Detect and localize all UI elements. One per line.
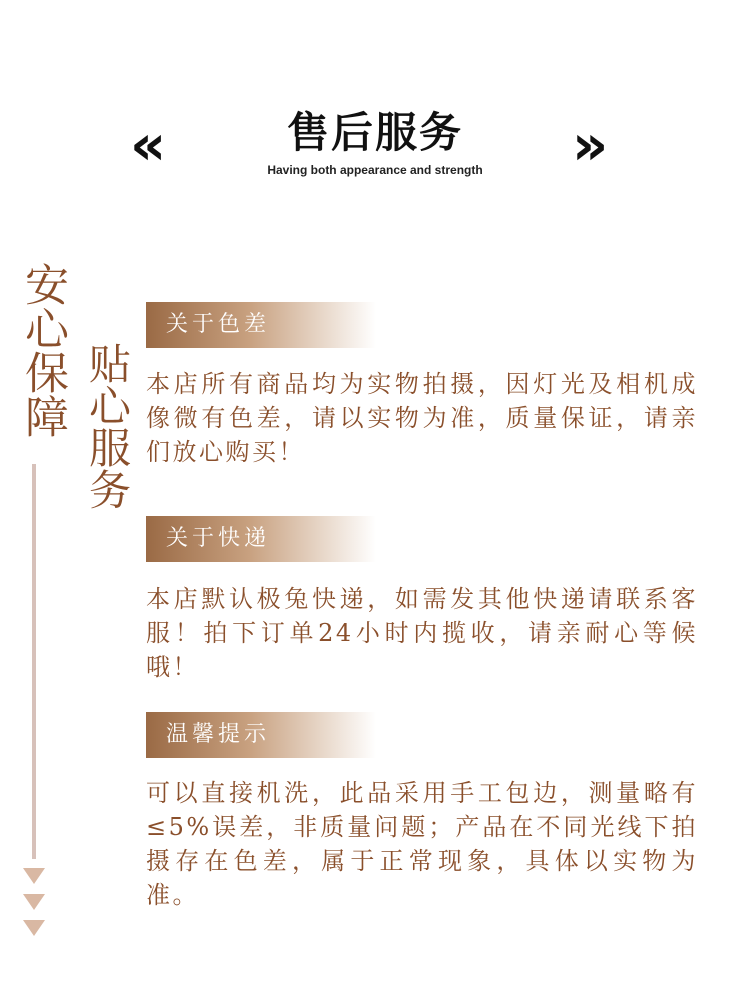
section-body-shipping: 本店默认极兔快递，如需发其他快递请联系客服！拍下订单24小时内揽收，请亲耐心等候哦！ [146,585,698,681]
chevron-left-icon: « [130,113,167,178]
section-heading-shipping: 关于快递 [146,516,376,562]
page-subtitle: Having both appearance and strength [267,163,483,177]
page-title: 售后服务 [286,108,463,157]
section-body-tips: 可以直接机洗，此品采用手工包边，测量略有≤5%误差，非质量问题；产品在不同光线下拍摄存在色差，属于正常现象，具体以实物为准。 [146,779,698,909]
section-heading-color-difference: 关于色差 [146,302,376,348]
down-triangle-icon [23,868,45,884]
down-triangle-icon [23,894,45,910]
section-heading-tips: 温馨提示 [146,712,376,758]
section-body-color-difference: 本店所有商品均为实物拍摄，因灯光及相机成像微有色差，请以实物为准，质量保证，请亲们放心购买！ [146,370,698,466]
decorative-vertical-line [32,464,36,859]
chevron-right-icon: » [572,113,609,178]
down-triangle-icon [23,920,45,936]
side-label-service: 贴心服务 [83,342,132,510]
side-label-assurance: 安心保障 [17,262,68,438]
